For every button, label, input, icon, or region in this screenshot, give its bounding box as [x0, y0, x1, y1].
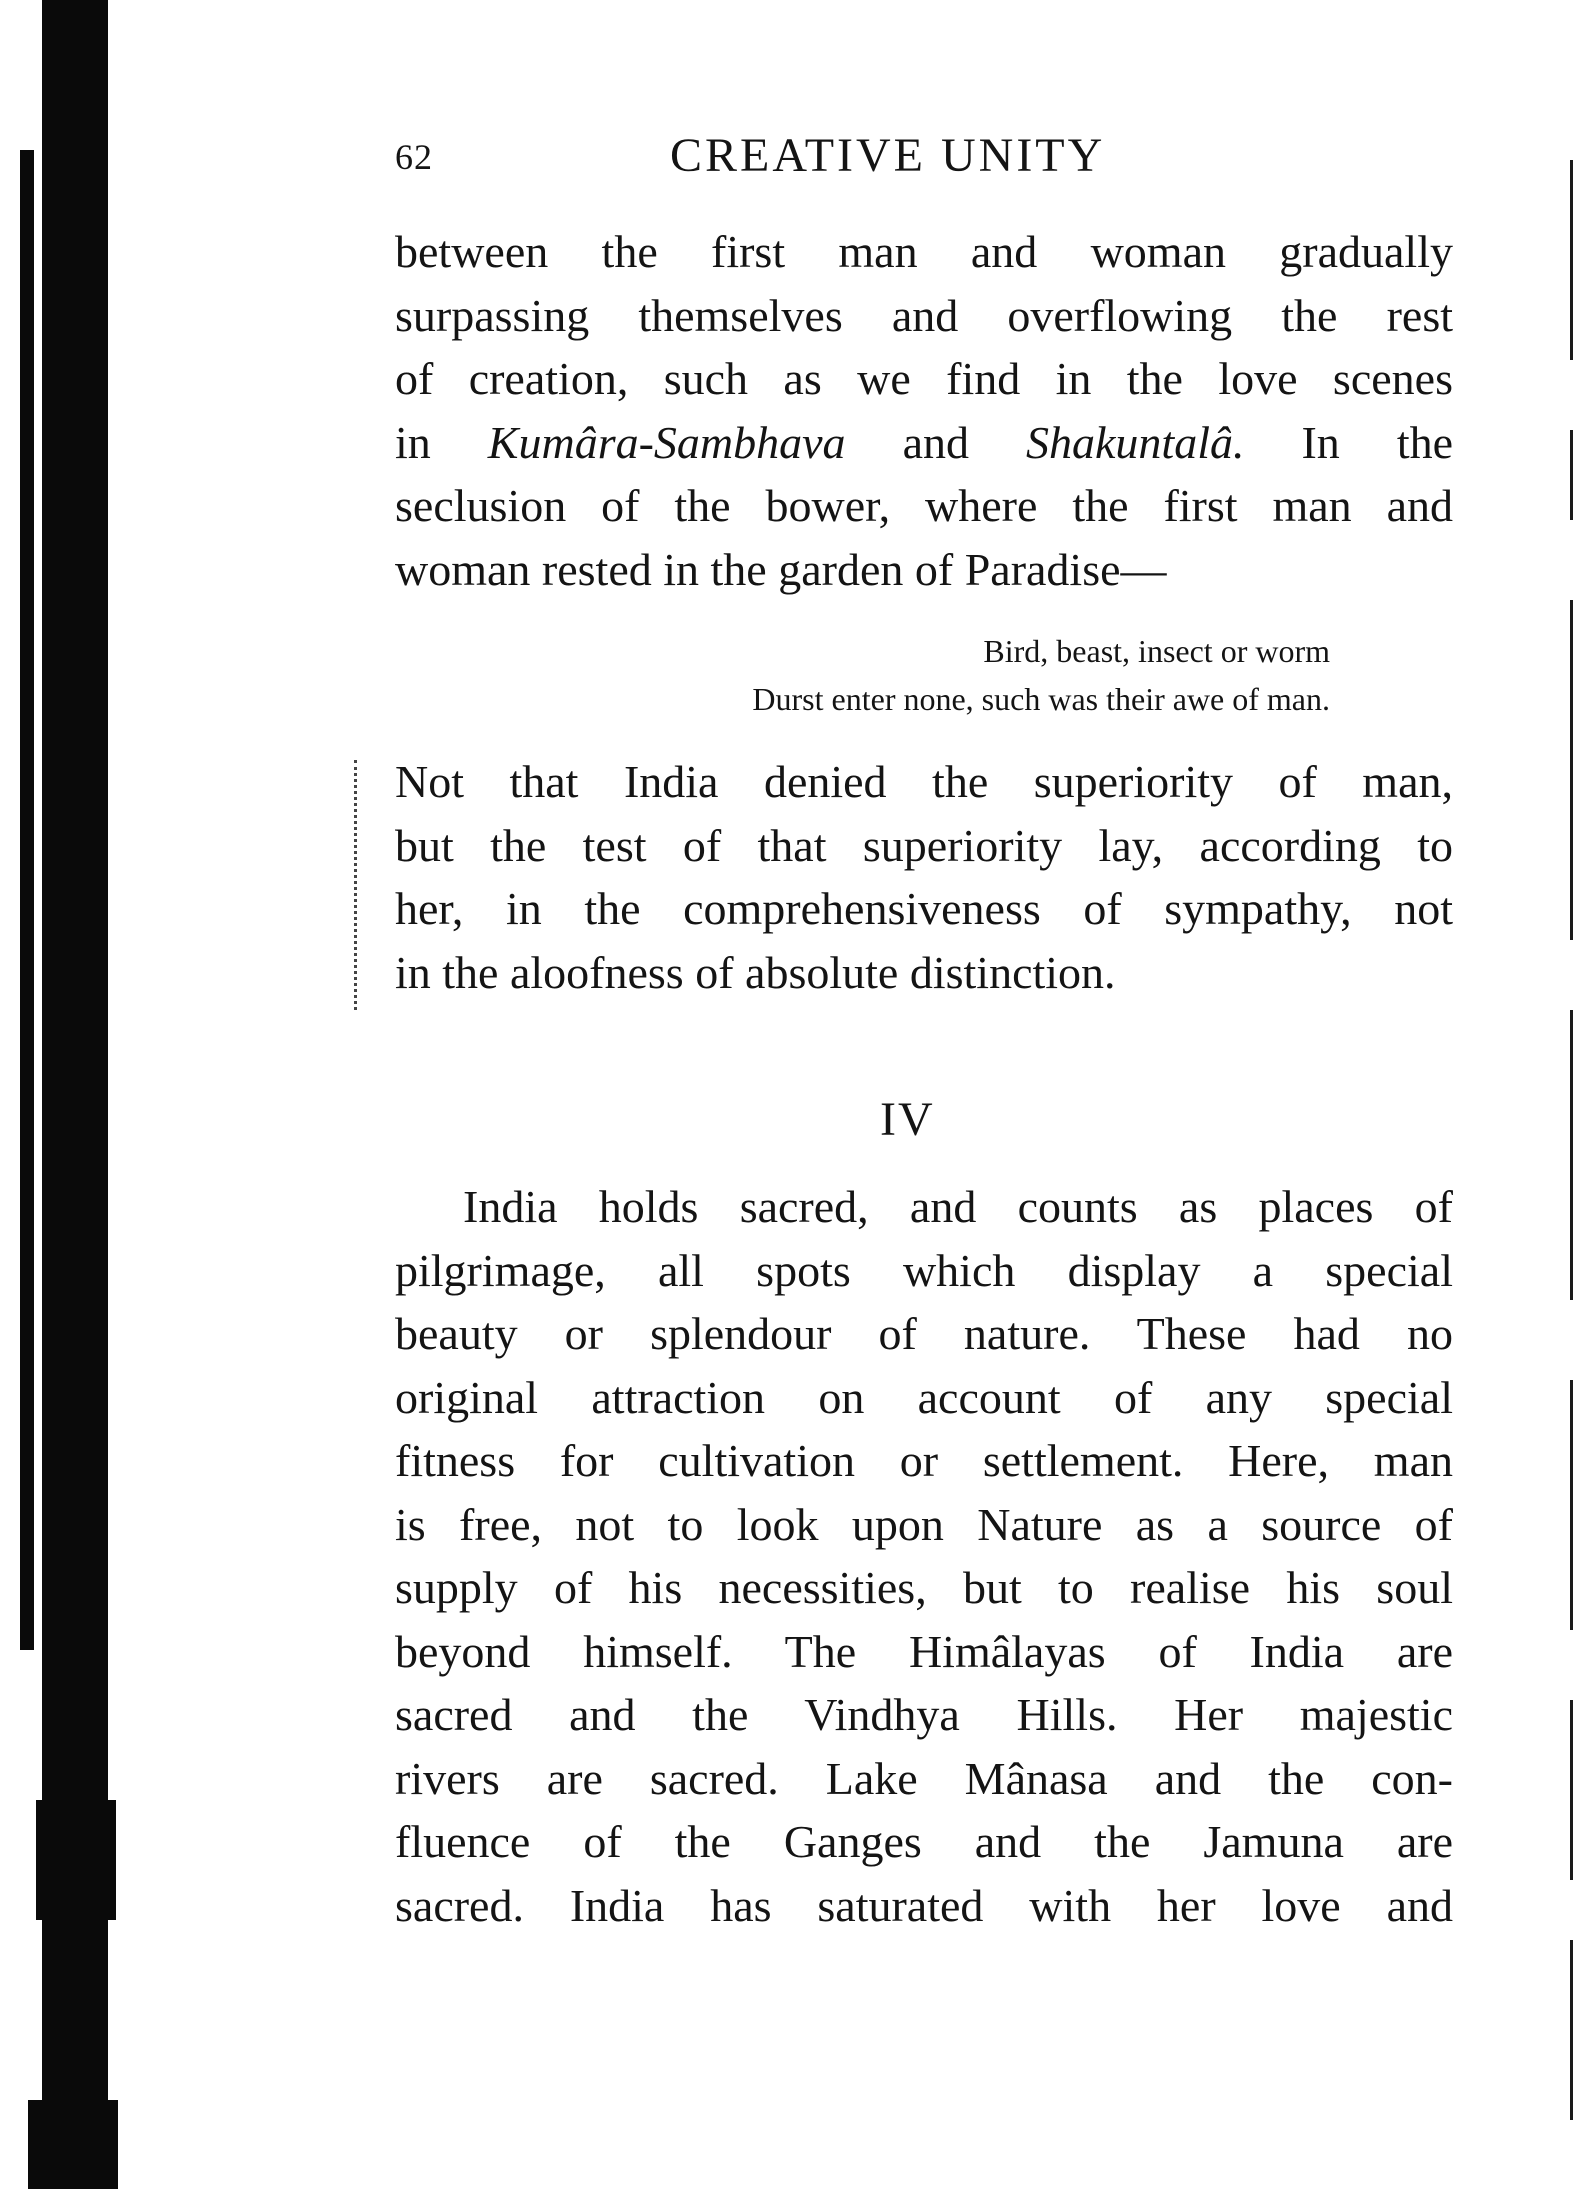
text-line: sacred and the Vindhya Hills. Her majestic [395, 1689, 1453, 1740]
page-binding-shadow [0, 0, 112, 2189]
page-number: 62 [395, 137, 433, 177]
text-line: beauty or splendour of nature. These had no [395, 1308, 1453, 1359]
text-line: pilgrimage, all spots which display a special [395, 1244, 1453, 1296]
text-line: her, in the comprehensiveness of sympathy, not [395, 883, 1453, 934]
margin-pencil-mark [354, 760, 363, 1010]
page-right-edge [1570, 0, 1582, 2189]
text-line: but the test of that superiority lay, according to [395, 819, 1453, 871]
section-heading: IV [880, 1093, 935, 1146]
paragraph-2 [395, 750, 1453, 1004]
text-line: seclusion of the bower, where the first man and [395, 480, 1453, 531]
text-line: between the first man and woman gradually [395, 226, 1453, 277]
text-line-with-titles [395, 411, 1453, 475]
text-line: rivers are sacred. Lake Mânasa and the con- [395, 1752, 1453, 1804]
text-line: surpassing themselves and overflowing the rest [395, 289, 1453, 341]
title-shakuntala: Shakuntalâ. [1026, 416, 1245, 468]
text-line: fluence of the Ganges and the Jamuna are [395, 1816, 1453, 1867]
paragraph-1 [395, 220, 1453, 601]
text-line: supply of his necessities, but to realise his soul [395, 1562, 1453, 1613]
text-fragment: and [845, 416, 1026, 468]
text-line: is free, not to look upon Nature as a source of [395, 1498, 1453, 1550]
text-fragment: in [395, 416, 488, 468]
text-line: sacred. India has saturated with her love and [395, 1879, 1453, 1931]
text-line: India holds sacred, and counts as places of [463, 1181, 1453, 1232]
text-line: Not that India denied the superiority of man, [395, 756, 1453, 807]
text-line: beyond himself. The Himâlayas of India are [395, 1625, 1453, 1677]
verse-line: Bird, beast, insect or worm [983, 633, 1330, 669]
running-title: CREATIVE UNITY [670, 129, 1106, 182]
verse-line: Durst enter none, such was their awe of man. [752, 681, 1330, 717]
text-line: fitness for cultivation or settlement. Here, man [395, 1435, 1453, 1486]
text-line: original attraction on account of any special [395, 1371, 1453, 1423]
paragraph-3 [395, 1175, 1453, 1937]
text-fragment: In the [1244, 416, 1454, 468]
verse-quotation [395, 627, 1330, 723]
title-kumara-sambhava: Kumâra-Sambhava [487, 416, 846, 468]
text-line: woman rested in the garden of Paradise— [395, 543, 1167, 595]
text-line: of creation, such as we find in the love scenes [395, 353, 1453, 404]
running-header [395, 128, 1185, 198]
text-line: in the aloofness of absolute distinction. [395, 946, 1116, 998]
